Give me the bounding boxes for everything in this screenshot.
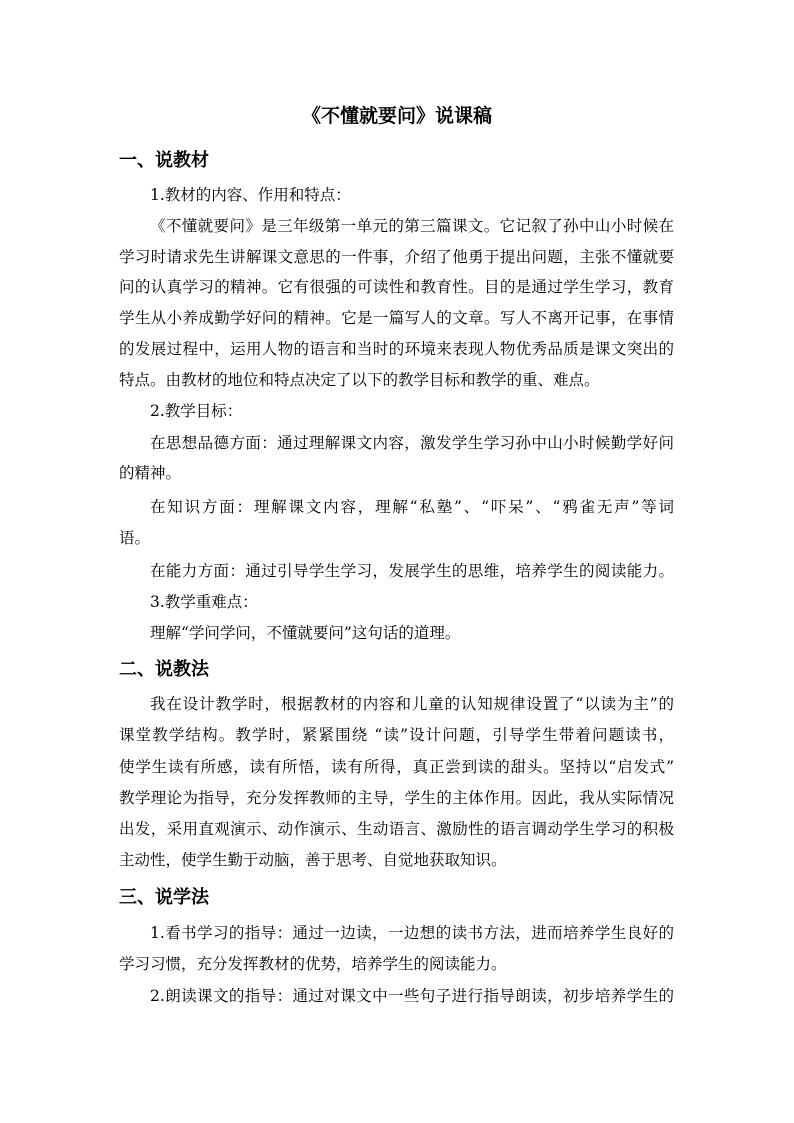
paragraph-line: 语。 [119, 529, 151, 547]
paragraph-line: 我在设计教学时，根据教材的内容和儿童的认知规律设置了“以读为主”的 [150, 695, 674, 713]
section-heading-learning-method: 三、说学法 [119, 887, 209, 908]
paragraph-line: 教学理论为指导，充分发挥教师的主导，学生的主体作用。因此，我从实际情况 [119, 789, 674, 807]
paragraph-line: 出发，采用直观演示、动作演示、生动语言、激励性的语言调动学生学习的积极 [119, 820, 674, 838]
paragraph-line: 在能力方面：通过引导学生学习，发展学生的思维，培养学生的阅读能力。 [150, 562, 674, 580]
paragraph-line: 3.教学重难点： [150, 593, 258, 611]
paragraph-line: 的发展过程中，运用人物的语言和当时的环境来表现人物优秀品质是课文突出的 [119, 340, 674, 358]
paragraph-line: 学习习惯，充分发挥教材的优势，培养学生的阅读能力。 [119, 955, 507, 973]
paragraph-line: 1.看书学习的指导：通过一边读，一边想的读书方法，进而培养学生良好的 [150, 924, 674, 942]
paragraph-line: 2.教学目标： [150, 402, 243, 420]
paragraph-line: 在思想品德方面：通过理解课文内容，激发学生学习孙中山小时候勤学好问 [150, 434, 674, 452]
paragraph-line: 1.教材的内容、作用和特点： [150, 186, 351, 204]
paragraph-line: 2.朗读课文的指导：通过对课文中一些句子进行指导朗读，初步培养学生的 [150, 987, 674, 1005]
paragraph-line: 主动性，使学生勤于动脑，善于思考、自觉地获取知识。 [119, 851, 507, 869]
paragraph-line: 学习时请求先生讲解课文意思的一件事，介绍了他勇于提出问题，主张不懂就要 [119, 248, 674, 266]
paragraph-line: 使学生读有所感，读有所悟，读有所得，真正尝到读的甜头。坚持以“启发式” [119, 758, 674, 776]
page-title: 《不懂就要问》说课稿 [301, 105, 492, 127]
paragraph-line: 的精神。 [119, 464, 182, 482]
paragraph-line: 《不懂就要问》是三年级第一单元的第三篇课文。它记叙了孙中山小时候在 [150, 217, 674, 235]
section-heading-teaching-method: 二、说教法 [119, 659, 209, 680]
paragraph-line: 问的认真学习的精神。它有很强的可读性和教育性。目的是通过学生学习，教育 [119, 278, 674, 296]
paragraph-line: 理解“学问学问，不懂就要问”这句话的道理。 [150, 624, 461, 642]
paragraph-line: 特点。由教材的地位和特点决定了以下的教学目标和教学的重、难点。 [119, 371, 600, 389]
paragraph-line: 课堂教学结构。教学时，紧紧围绕 “读”设计问题，引导学生带着问题读书， [119, 726, 674, 744]
paragraph-line: 学生从小养成勤学好问的精神。它是一篇写人的文章。写人不离开记事，在事情 [119, 309, 674, 327]
paragraph-line: 在知识方面：理解课文内容，理解“私塾”、“吓呆”、“鸦雀无声”等词 [150, 498, 674, 516]
section-heading-textbook: 一、说教材 [119, 150, 209, 171]
